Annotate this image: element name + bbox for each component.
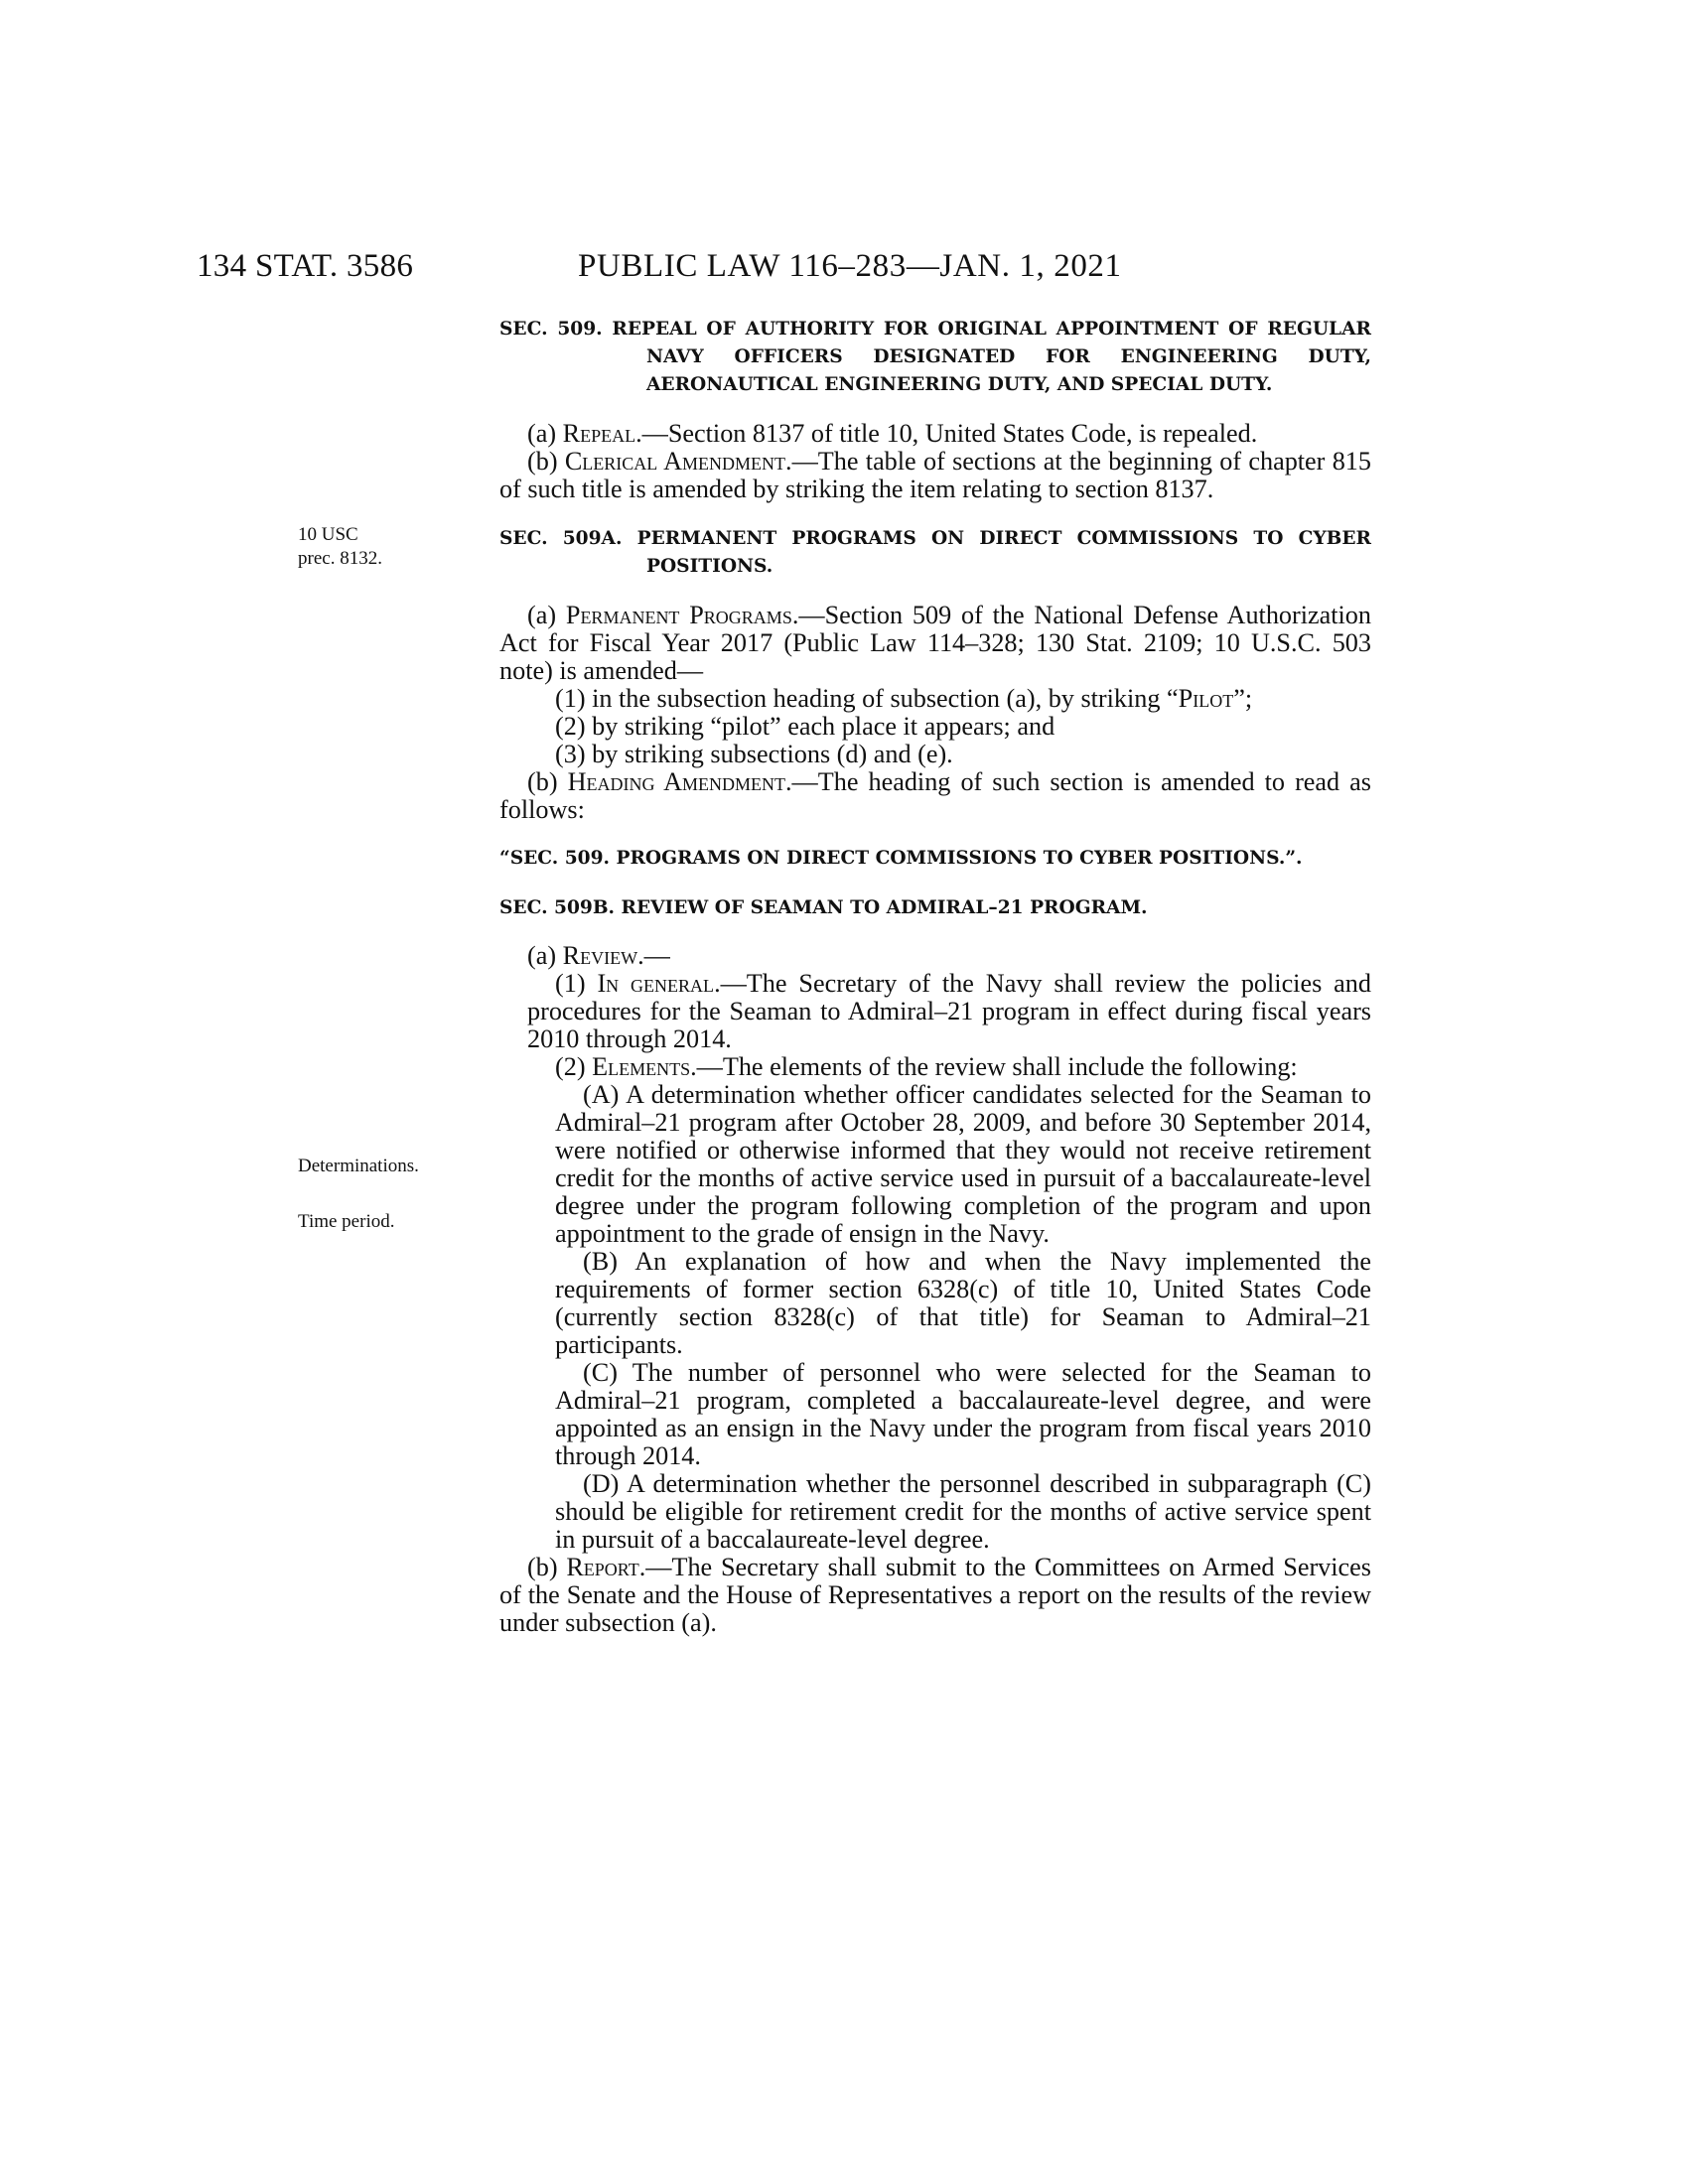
paragraph-509b-a-1: (1) In general.—The Secretary of the Navy shall review the policies and procedures for the Seaman to Admiral–21 program in effect during fiscal years 2010 through 2014.: [527, 969, 1371, 1053]
margin-note-time-period: Time period.: [298, 1211, 395, 1232]
subparagraph-C: (C) The number of personnel who were selected for the Seaman to Admiral–21 program, completed a baccalaureate-level degree, and were appointed as an ensign in the Navy under the program from fiscal years 2010 through 2014.: [555, 1358, 1371, 1470]
caption-heading-amendment: Heading Amendment: [567, 767, 785, 796]
margin-note-usc: [298, 523, 382, 571]
body-text: [499, 316, 1371, 1637]
paragraph-509a-a: (a) Permanent Programs.—Section 509 of the National Defense Authorization Act for Fiscal Year 2017 (Public Law 114–328; 130 Stat. 2109; 10 U.S.C. 503 note) is amended—: [499, 601, 1371, 685]
paragraph-509a-a-1: (1) in the subsection heading of subsection (a), by striking “Pilot”;: [555, 684, 1253, 713]
caption-permanent-programs: Permanent Programs: [565, 601, 792, 629]
quoted-section-heading: “SEC. 509. PROGRAMS ON DIRECT COMMISSIONS TO CYBER POSITIONS.”.: [499, 848, 1303, 869]
running-head: [197, 248, 1372, 298]
paragraph-509b-a: (a) Review.—: [527, 941, 670, 970]
public-law-citation: PUBLIC LAW 116–283—JAN. 1, 2021: [578, 248, 1122, 284]
subparagraph-D: (D) A determination whether the personnel described in subparagraph (C) should be eligible for retirement credit for the months of active service spent in pursuit of a baccalaureate-level degree.: [555, 1469, 1371, 1554]
caption-elements: Elements: [592, 1052, 691, 1081]
section-heading-509b: SEC. 509B. REVIEW OF SEAMAN TO ADMIRAL–21 PROGRAM.: [499, 897, 1148, 918]
paragraph-509a-a-2: (2) by striking “pilot” each place it appears; and: [555, 712, 1055, 741]
paragraph-509b-b: (b) Report.—The Secretary shall submit to the Committees on Armed Services of the Senate and the House of Representatives a report on the results of the review under subsection (a).: [499, 1553, 1371, 1637]
caption-in-general: In general: [597, 969, 715, 998]
margin-note-usc-line2: prec. 8132.: [298, 548, 382, 569]
subparagraph-B: (B) An explanation of how and when the Navy implemented the requirements of former section 6328(c) of title 10, United States Code (currently section 8328(c) of that title) for Seaman to Admiral–21 participants.: [555, 1247, 1371, 1359]
caption-clerical-amendment: Clerical Amendment: [564, 447, 786, 476]
subparagraph-A: (A) A determination whether officer candidates selected for the Seaman to Admiral–21 program after October 28, 2009, and before 30 September 2014, were notified or otherwise informed that they would not receive retirement credit for the months of active service used in pursuit of a baccalaureate-level degree under the program following completion of the program and upon appointment to the grade of ensign in the Navy.: [555, 1080, 1371, 1248]
caption-review: Review: [562, 941, 638, 970]
section-heading-509a: SEC. 509A. PERMANENT PROGRAMS ON DIRECT COMMISSIONS TO CYBER POSITIONS.: [499, 528, 1371, 577]
paragraph-509a-a-3: (3) by striking subsections (d) and (e).: [555, 740, 953, 768]
paragraph-509a-b: (b) Heading Amendment.—The heading of such section is amended to read as follows:: [499, 767, 1371, 824]
caption-repeal: Repeal: [562, 419, 636, 448]
margin-note-usc-line1: 10 USC: [298, 524, 358, 545]
paragraph-509b-a-2: (2) Elements.—The elements of the review shall include the following:: [555, 1052, 1298, 1081]
section-heading-509: SEC. 509. REPEAL OF AUTHORITY FOR ORIGINAL APPOINTMENT OF REGULAR NAVY OFFICERS DESIGNATED FOR ENGINEERING DUTY, AERONAUTICAL ENGINEERING DUTY, AND SPECIAL DUTY.: [499, 319, 1371, 395]
caption-report: Report: [566, 1553, 639, 1581]
paragraph-509-b: (b) Clerical Amendment.—The table of sections at the beginning of chapter 815 of such title is amended by striking the item relating to section 8137.: [499, 447, 1371, 503]
margin-note-determinations: Determinations.: [298, 1156, 419, 1176]
paragraph-509-a: (a) Repeal.—Section 8137 of title 10, United States Code, is repealed.: [527, 419, 1258, 448]
stat-citation: 134 STAT. 3586: [197, 248, 414, 284]
